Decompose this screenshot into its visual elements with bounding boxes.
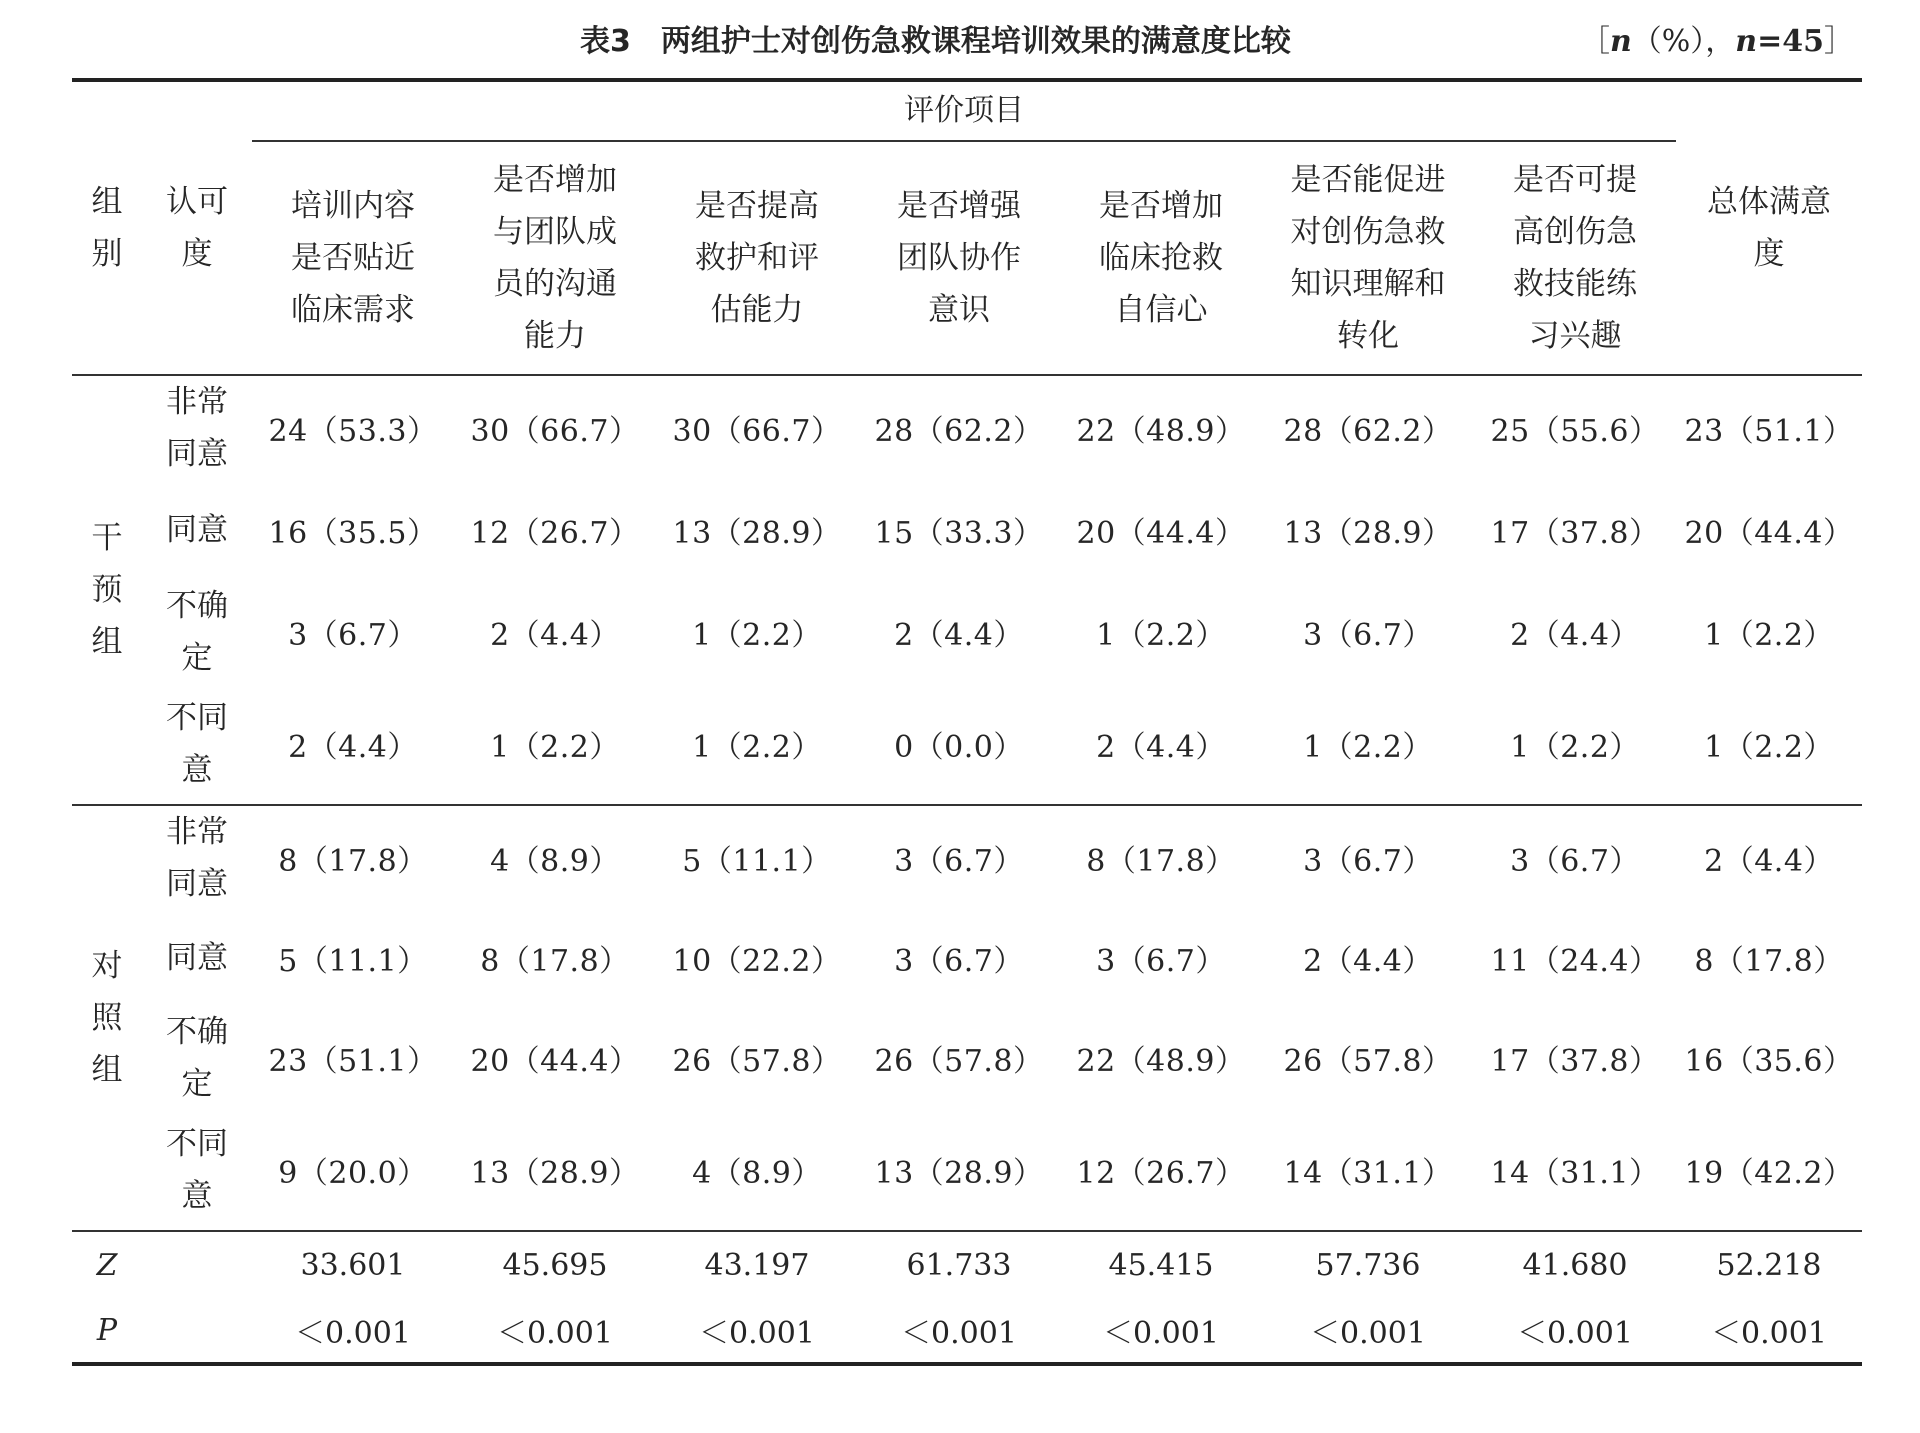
table-row — [72, 910, 1862, 1006]
table-cell: 25（55.6） — [1490, 414, 1660, 449]
table-body — [72, 375, 1862, 1364]
agreement-level — [142, 1006, 252, 1110]
header-line: 组 — [91, 1052, 123, 1088]
table-cell: 30（66.7） — [470, 414, 640, 449]
header-line: 同意 — [166, 512, 228, 548]
table-cell: 8（17.8） — [1086, 844, 1236, 879]
z-label: Z — [96, 1247, 118, 1283]
table-cell: 2（4.4） — [490, 618, 620, 653]
table-cell: 10（22.2） — [672, 944, 842, 979]
header-row-items — [72, 141, 1862, 375]
table-cell: 24（53.3） — [268, 414, 438, 449]
table-cell: 8（17.8） — [1694, 944, 1844, 979]
header-line: 不确 — [166, 1014, 228, 1050]
table-cell: 1（2.2） — [1096, 618, 1226, 653]
header-line: 救技能练 — [1513, 266, 1637, 302]
header-line: 同意 — [166, 866, 228, 902]
table-cell: 16（35.6） — [1684, 1044, 1854, 1079]
z-value: 57.736 — [1315, 1247, 1421, 1283]
header-line: 非常 — [166, 384, 228, 420]
header-line: 习兴趣 — [1528, 318, 1622, 354]
table-row — [72, 805, 1862, 910]
header-line: 别 — [91, 236, 123, 272]
table-cell: 23（51.1） — [268, 1044, 438, 1079]
unit-bracket-close: ］ — [1824, 24, 1854, 59]
eval-item-header — [1060, 141, 1262, 375]
table-cell: 1（2.2） — [1262, 684, 1474, 805]
header-line: 能力 — [524, 318, 586, 354]
header-line: 组 — [91, 624, 123, 660]
z-value: 61.733 — [906, 1247, 1012, 1283]
header-line: 估能力 — [710, 292, 804, 328]
table-caption — [0, 18, 1920, 66]
table-cell: 3（6.7） — [1303, 618, 1433, 653]
header-line: 意识 — [928, 292, 990, 328]
p-value: ＜0.001 — [1474, 1298, 1676, 1364]
table-row — [72, 480, 1862, 580]
agreement-level — [142, 375, 252, 480]
table-cell: 16（35.5） — [268, 516, 438, 551]
header-line: 同意 — [166, 436, 228, 472]
table-cell: 0（0.0） — [858, 684, 1060, 805]
p-value: ＜0.001 — [858, 1298, 1060, 1364]
header-line: 度 — [1753, 236, 1785, 272]
table-row — [72, 375, 1862, 480]
z-row — [72, 1231, 1862, 1298]
table-cell: 1（2.2） — [656, 684, 858, 805]
header-line: 是否增强 — [897, 188, 1021, 224]
header-line: 不同 — [166, 700, 228, 736]
z-value: 45.695 — [502, 1247, 608, 1283]
header-line: 认可 — [166, 184, 228, 220]
agreement-level — [142, 805, 252, 910]
empty-cell — [142, 1231, 252, 1298]
p-value: ＜0.001 — [454, 1298, 656, 1364]
table-cell: 1（2.2） — [1704, 618, 1834, 653]
p-value: ＜0.001 — [1060, 1298, 1262, 1364]
table-cell: 13（28.9） — [858, 1110, 1060, 1231]
table-cell: 1（2.2） — [692, 618, 822, 653]
table-cell: 13（28.9） — [672, 516, 842, 551]
table-header — [72, 80, 1862, 375]
agreement-level — [142, 910, 252, 1006]
z-value: 52.218 — [1716, 1247, 1822, 1283]
header-line: 对创伤急救 — [1290, 214, 1446, 250]
header-line: 预 — [91, 572, 123, 608]
header-line: 意 — [181, 1178, 213, 1214]
header-line: 非常 — [166, 814, 228, 850]
table-cell: 12（26.7） — [470, 516, 640, 551]
header-line: 组 — [91, 184, 123, 220]
table-cell: 12（26.7） — [1060, 1110, 1262, 1231]
agreement-level — [142, 1110, 252, 1231]
table-cell: 4（8.9） — [656, 1110, 858, 1231]
table-cell: 14（31.1） — [1262, 1110, 1474, 1231]
table-cell: 8（17.8） — [480, 944, 630, 979]
header-line: 照 — [91, 1000, 123, 1036]
table-row — [72, 684, 1862, 805]
table-row — [72, 580, 1862, 684]
table-cell: 9（20.0） — [252, 1110, 454, 1231]
header-line: 员的沟通 — [493, 266, 617, 302]
empty-cell — [142, 1298, 252, 1364]
table-cell: 2（4.4） — [1060, 684, 1262, 805]
eval-item-header — [1474, 141, 1676, 375]
table-cell: 3（6.7） — [288, 618, 418, 653]
table-cell: 2（4.4） — [894, 618, 1024, 653]
table-number: 表3 — [580, 24, 631, 59]
header-row-top — [72, 80, 1862, 141]
eval-item-header — [1262, 141, 1474, 375]
eval-item-header — [454, 141, 656, 375]
header-line: 总体满意 — [1707, 184, 1832, 220]
table-cell: 20（44.4） — [1684, 516, 1854, 551]
z-value: 33.601 — [300, 1247, 406, 1283]
table-cell: 20（44.4） — [1076, 516, 1246, 551]
overall-satisfaction-header — [1676, 80, 1862, 375]
table-cell: 28（62.2） — [1283, 414, 1453, 449]
unit-bracket-open: ［ — [1579, 24, 1610, 59]
eval-item-header — [858, 141, 1060, 375]
table-cell: 28（62.2） — [874, 414, 1044, 449]
header-line: 救护和评 — [695, 240, 819, 276]
table-cell: 3（6.7） — [894, 844, 1024, 879]
eval-items-header: 评价项目 — [252, 80, 1676, 141]
eval-item-header — [656, 141, 858, 375]
agreement-level — [142, 580, 252, 684]
group-column-header — [72, 80, 142, 375]
p-value: ＜0.001 — [252, 1298, 454, 1364]
table-cell: 15（33.3） — [874, 516, 1044, 551]
z-value: 43.197 — [704, 1247, 810, 1283]
header-line: 团队协作 — [897, 240, 1021, 276]
table-cell: 23（51.1） — [1684, 414, 1854, 449]
header-line: 不确 — [166, 588, 228, 624]
table-cell: 11（24.4） — [1490, 944, 1660, 979]
header-line: 度 — [181, 236, 213, 272]
table-cell: 5（11.1） — [682, 844, 832, 879]
table-cell: 3（6.7） — [1510, 844, 1640, 879]
table-cell: 22（48.9） — [1076, 1044, 1246, 1079]
table-cell: 5（11.1） — [278, 944, 428, 979]
table-cell: 1（2.2） — [454, 684, 656, 805]
table-cell: 14（31.1） — [1474, 1110, 1676, 1231]
header-line: 干 — [91, 520, 123, 556]
table-cell: 13（28.9） — [454, 1110, 656, 1231]
header-line: 是否增加 — [493, 162, 617, 198]
table-title — [580, 18, 1291, 66]
header-line: 高创伤急 — [1513, 214, 1637, 250]
table-cell: 26（57.8） — [1283, 1044, 1453, 1079]
p-label: P — [72, 1298, 142, 1364]
agreement-level — [142, 684, 252, 805]
header-line: 是否可提 — [1513, 162, 1637, 198]
agreement-level — [142, 480, 252, 580]
header-line: 知识理解和 — [1290, 266, 1446, 302]
table-cell: 17（37.8） — [1490, 1044, 1660, 1079]
table-cell: 2（4.4） — [252, 684, 454, 805]
header-line: 不同 — [166, 1126, 228, 1162]
table-title-text: 两组护士对创伤急救课程培训效果的满意度比较 — [660, 24, 1291, 59]
header-line: 对 — [91, 948, 123, 984]
header-line: 转化 — [1337, 318, 1399, 354]
table-cell: 3（6.7） — [894, 944, 1024, 979]
table-cell: 2（4.4） — [1303, 944, 1433, 979]
p-value: ＜0.001 — [1262, 1298, 1474, 1364]
p-value: ＜0.001 — [656, 1298, 858, 1364]
table-cell: 3（6.7） — [1303, 844, 1433, 879]
table-cell: 13（28.9） — [1283, 516, 1453, 551]
header-line: 是否增加 — [1099, 188, 1223, 224]
table-row — [72, 1110, 1862, 1231]
table-cell: 3（6.7） — [1096, 944, 1226, 979]
header-line: 临床需求 — [291, 292, 415, 328]
table-cell: 17（37.8） — [1490, 516, 1660, 551]
unit-n: n — [1609, 24, 1632, 59]
unit-n-total: n — [1735, 24, 1758, 59]
table-cell: 20（44.4） — [470, 1044, 640, 1079]
eval-item-header — [252, 141, 454, 375]
header-line: 定 — [181, 1066, 213, 1102]
table-cell: 2（4.4） — [1510, 618, 1640, 653]
group-name — [72, 805, 142, 1231]
header-line: 是否提高 — [695, 188, 819, 224]
header-line: 意 — [181, 752, 213, 788]
table-cell: 2（4.4） — [1704, 844, 1834, 879]
p-row — [72, 1298, 1862, 1364]
table-row — [72, 1006, 1862, 1110]
group-name — [72, 375, 142, 805]
table-cell: 30（66.7） — [672, 414, 842, 449]
header-line: 临床抢救 — [1099, 240, 1223, 276]
header-line: 培训内容 — [291, 188, 415, 224]
header-line: 是否贴近 — [291, 240, 415, 276]
table-cell: 1（2.2） — [1474, 684, 1676, 805]
unit-total-value: =45 — [1757, 24, 1824, 59]
z-value: 45.415 — [1108, 1247, 1214, 1283]
unit-percent: （%）， — [1631, 24, 1736, 59]
table-cell: 8（17.8） — [278, 844, 428, 879]
p-value: ＜0.001 — [1676, 1298, 1862, 1364]
header-line: 定 — [181, 640, 213, 676]
level-column-header — [142, 80, 252, 375]
header-line: 是否能促进 — [1290, 162, 1446, 198]
table-cell: 4（8.9） — [490, 844, 620, 879]
satisfaction-table — [72, 78, 1862, 1366]
header-line: 同意 — [166, 940, 228, 976]
table-cell: 26（57.8） — [874, 1044, 1044, 1079]
table-cell: 26（57.8） — [672, 1044, 842, 1079]
table-cell: 1（2.2） — [1676, 684, 1862, 805]
header-line: 自信心 — [1114, 292, 1208, 328]
header-line: 与团队成 — [493, 214, 617, 250]
z-value: 41.680 — [1522, 1247, 1628, 1283]
table-cell: 22（48.9） — [1076, 414, 1246, 449]
table-unit — [1580, 18, 1854, 66]
table-cell: 19（42.2） — [1676, 1110, 1862, 1231]
